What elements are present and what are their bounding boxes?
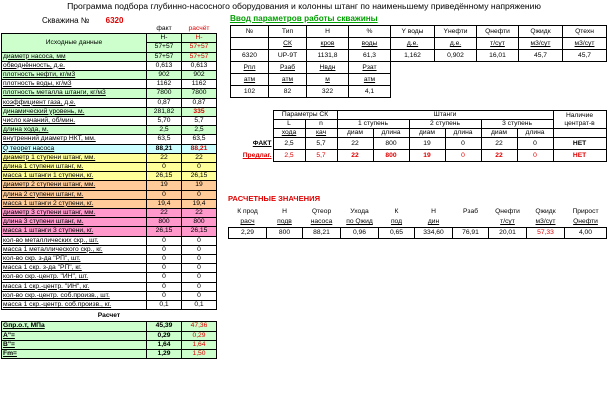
input-header-cell: % — [349, 26, 391, 38]
source-row-fact[interactable]: 0 — [147, 163, 182, 172]
source-row-calc[interactable]: 800 — [182, 218, 217, 227]
results-header-cell: Рзаб — [462, 208, 479, 215]
results-value-cell: 76,91 — [453, 228, 489, 239]
results-subheader-cell: т/сут — [500, 218, 515, 225]
calc-row-fact: 1,29 — [147, 349, 182, 358]
input-value-row — [231, 50, 607, 62]
input-subheader-cell: м3/сут — [563, 38, 607, 50]
source-row-fact[interactable]: 902 — [147, 71, 182, 80]
source-row-label: масса 1 штанги 3 ступени, кг. — [2, 227, 147, 236]
results-subheader-row — [229, 217, 607, 228]
source-row-label: длина 1 ступени штанг, м. — [2, 163, 147, 172]
source-row-fact[interactable]: 26,15 — [147, 227, 182, 236]
source-row — [2, 291, 217, 300]
sk-row-label: ФАКТ — [252, 140, 272, 147]
source-row-calc[interactable]: 0,613 — [182, 61, 217, 70]
input-value-cell[interactable]: 45,7 — [563, 50, 607, 62]
source-row-fact[interactable]: 2,5 — [147, 126, 182, 135]
source-row-fact[interactable]: 88,21 — [147, 144, 182, 153]
calc-row-label: A"= — [2, 331, 147, 340]
results-subheader-cell: по Qжид — [346, 218, 373, 225]
input-subheader-cell: м3/сут — [519, 38, 563, 50]
source-row-fact[interactable]: 0 — [147, 291, 182, 300]
input-header-cell: Qнефти — [477, 26, 519, 38]
source-row — [2, 255, 217, 264]
source-row-fact[interactable]: 19 — [147, 181, 182, 190]
source-row — [2, 236, 217, 245]
input-subheader2-row — [231, 74, 607, 86]
source-row-fact[interactable]: 19,4 — [147, 199, 182, 208]
input-header-cell: № — [231, 26, 269, 38]
calc-row-label: Gпр.о.т, МПа — [2, 322, 147, 331]
source-row — [2, 144, 217, 153]
input-subheader-cell: кров — [307, 38, 349, 50]
sk-row-cell[interactable]: 22 — [481, 150, 517, 162]
results-subheader-cell: расч — [240, 218, 255, 225]
header-calc-pump2: 57+57 — [182, 43, 217, 52]
source-row-calc[interactable]: 0 — [182, 236, 217, 245]
source-row-fact[interactable]: 0,613 — [147, 61, 182, 70]
stage1-header: 1 ступень — [337, 120, 409, 129]
source-row — [2, 107, 217, 116]
source-row-fact[interactable]: 0 — [147, 255, 182, 264]
sk-row-cell[interactable]: 19 — [409, 150, 445, 162]
source-row-calc[interactable]: 0 — [182, 255, 217, 264]
input-value-cell[interactable]: 6320 — [231, 50, 269, 62]
input-value-cell[interactable]: 45,7 — [519, 50, 563, 62]
input-header-cell: Тип — [269, 26, 307, 38]
col-fact-label: факт — [156, 25, 172, 32]
sk-row-label: Предлаг. — [242, 152, 272, 159]
stage1-diam: диам — [337, 129, 373, 138]
source-row-calc[interactable]: 0 — [182, 291, 217, 300]
source-row-label: масса 1 скр.-центр. соб.произв., кг. — [2, 301, 147, 310]
sk-row — [228, 138, 606, 150]
results-header-cell: Н — [431, 208, 436, 215]
source-row — [2, 227, 217, 236]
source-row-fact[interactable]: 0,87 — [147, 98, 182, 107]
calc-row — [2, 322, 217, 331]
input-header-cell: Y воды — [391, 26, 435, 38]
source-row — [2, 190, 217, 199]
source-row-calc[interactable]: 0 — [182, 245, 217, 254]
source-row — [2, 199, 217, 208]
results-value-cell: 0,96 — [341, 228, 379, 239]
input-value-cell[interactable]: 0,902 — [435, 50, 477, 62]
source-row-calc[interactable]: 19 — [182, 181, 217, 190]
source-row — [2, 80, 217, 89]
sk-row-cell[interactable]: 0 — [517, 150, 553, 162]
source-row-fact[interactable]: 5,70 — [147, 117, 182, 126]
source-row-label: число качаний, об/мин. — [2, 117, 147, 126]
source-row-calc[interactable]: 0 — [182, 273, 217, 282]
sk-row-cell[interactable]: 800 — [373, 150, 409, 162]
source-row-calc[interactable]: 0 — [182, 264, 217, 273]
results-header-cell: К прод — [237, 208, 258, 215]
sk-row-cell[interactable]: 2,5 — [273, 150, 305, 162]
calc-row-fact: 0,29 — [147, 331, 182, 340]
results-value-cell: 57,33 — [527, 228, 565, 239]
source-row — [2, 71, 217, 80]
source-row-calc[interactable]: 7800 — [182, 89, 217, 98]
col-L: L — [273, 120, 305, 129]
source-row-fact[interactable]: 0 — [147, 236, 182, 245]
calc-row-calc: 47,36 — [182, 322, 217, 331]
source-row-label: длина 3 ступени штанг, м. — [2, 218, 147, 227]
source-row — [2, 282, 217, 291]
input-subheader-cell: т/сут — [477, 38, 519, 50]
input-header2-cell: Рзат — [349, 62, 391, 74]
source-row-label: кол-во металлических скр., шт. — [2, 236, 147, 245]
sk-row — [228, 150, 606, 162]
input-subheader2-cell: атм — [231, 74, 269, 86]
sk-row-cell[interactable]: 800 — [373, 138, 409, 150]
source-row-fact[interactable]: 281,82 — [147, 107, 182, 116]
source-row-fact[interactable]: 0 — [147, 282, 182, 291]
input-header2-cell: Рпл — [231, 62, 269, 74]
source-row — [2, 172, 217, 181]
input-value2-cell[interactable]: 102 — [231, 86, 269, 98]
input-header-row — [231, 26, 607, 38]
source-row-label: масса 1 штанги 2 ступени, кг. — [2, 199, 147, 208]
input-subheader-cell: д.е. — [391, 38, 435, 50]
source-row-fact[interactable]: 0 — [147, 264, 182, 273]
source-row — [2, 126, 217, 135]
source-row-fact[interactable]: 0,1 — [147, 301, 182, 310]
source-row-calc[interactable]: 88,21 — [182, 144, 217, 153]
results-subheader-cell: Qнефти — [573, 218, 598, 225]
source-row-fact[interactable]: 0 — [147, 190, 182, 199]
input-value-cell[interactable]: UP-9T — [269, 50, 307, 62]
header-fact-pump: Н- — [147, 34, 182, 43]
source-row-label: обводнённость, д.е. — [2, 61, 147, 70]
calc-row-fact: 45,39 — [147, 322, 182, 331]
source-row-label: коэффициент газа, д.е. — [2, 98, 147, 107]
source-row-label: диаметр 3 ступени штанг, мм. — [2, 209, 147, 218]
source-row-calc[interactable]: 5,7 — [182, 117, 217, 126]
source-row-label: масса 1 штанги 1 ступени, кг. — [2, 172, 147, 181]
sk-row-cell[interactable]: 5,7 — [305, 150, 337, 162]
calc-row-calc: 1,64 — [182, 340, 217, 349]
results-subheader-cell: насоса — [310, 218, 333, 225]
sk-row-cell[interactable]: 0 — [517, 138, 553, 150]
source-row-fact[interactable]: 1162 — [147, 80, 182, 89]
source-row-label: диаметр 1 ступени штанг, мм. — [2, 153, 147, 162]
source-row-label: Q теорет насоса — [2, 144, 147, 153]
source-row-calc[interactable]: 22 — [182, 209, 217, 218]
source-row — [2, 153, 217, 162]
well-number[interactable]: 6320 — [105, 16, 124, 25]
source-row-calc[interactable]: 2,5 — [182, 126, 217, 135]
input-subheader-cell: СК — [269, 38, 307, 50]
header-fact-pump2: 57+57 — [147, 43, 182, 52]
source-row — [2, 273, 217, 282]
col-n2: кач — [305, 129, 337, 138]
raschet-label: Расчет — [97, 312, 121, 320]
results-header-cell: Qтеор — [311, 208, 332, 215]
sk-row-cell[interactable]: 19 — [409, 138, 445, 150]
input-header2-cell: Нвдн — [307, 62, 349, 74]
results-value-cell: 4,00 — [565, 228, 607, 239]
source-row-fact[interactable]: 26,15 — [147, 172, 182, 181]
source-row — [2, 264, 217, 273]
sk-row-cell[interactable]: 0 — [445, 138, 481, 150]
source-row — [2, 181, 217, 190]
source-row-label: диаметр насоса, мм — [2, 52, 147, 61]
stage3-len: длина — [517, 129, 553, 138]
source-row-calc[interactable]: 0,1 — [182, 301, 217, 310]
sk-row-cell[interactable]: 5,7 — [305, 138, 337, 150]
source-row-label: масса 1 металлического скр., кг. — [2, 245, 147, 254]
input-subheader-cell: д.е. — [435, 38, 477, 50]
source-row-label: кол-во скр.-центр. "ИН", шт. — [2, 273, 147, 282]
source-row-fact[interactable]: 63,5 — [147, 135, 182, 144]
source-row-label: длина хода, м. — [2, 126, 147, 135]
source-row-label: длина 2 ступени штанг, м. — [2, 190, 147, 199]
results-value-cell: 88,21 — [303, 228, 341, 239]
source-row-calc[interactable]: 57+57 — [182, 52, 217, 61]
sk-rods-table — [228, 110, 607, 162]
source-row — [2, 117, 217, 126]
input-value2-row — [231, 86, 607, 98]
input-header2-row — [231, 62, 607, 74]
sk-row-cell[interactable]: НЕТ — [553, 138, 606, 150]
source-row-label: динамический уровень, м. — [2, 107, 147, 116]
raschet-row — [2, 310, 217, 322]
stage3-header: 3 ступень — [481, 120, 553, 129]
source-row-calc[interactable]: 0 — [182, 163, 217, 172]
results-subheader-cell — [453, 217, 489, 228]
results-value-cell: 0,65 — [379, 228, 415, 239]
source-row-calc[interactable]: 902 — [182, 71, 217, 80]
results-value-row — [229, 228, 607, 239]
stage2-diam: диам — [409, 129, 445, 138]
calc-row-label: B"= — [2, 340, 147, 349]
source-row-fact[interactable]: 22 — [147, 153, 182, 162]
col-L2: хода — [273, 129, 305, 138]
input-header-cell: Qтехн — [563, 26, 607, 38]
input-subheader2-cell: атм — [349, 74, 391, 86]
source-row-calc[interactable]: 26,15 — [182, 172, 217, 181]
calc-row-calc: 0,29 — [182, 331, 217, 340]
source-row-calc[interactable]: 26,15 — [182, 227, 217, 236]
input-header-cell: Н — [307, 26, 349, 38]
input-value-cell[interactable]: 1,162 — [391, 50, 435, 62]
col-calc-label: расчёт — [188, 25, 210, 32]
results-header-cell: Ухода — [350, 208, 369, 215]
source-row-fact[interactable]: 7800 — [147, 89, 182, 98]
stage3-diam: диам — [481, 129, 517, 138]
source-row-calc[interactable]: 0 — [182, 190, 217, 199]
input-subheader-row — [231, 38, 607, 50]
input-value-cell[interactable]: 1131,8 — [307, 50, 349, 62]
stage2-header: 2 ступень — [409, 120, 481, 129]
source-row — [2, 301, 217, 310]
centralizer-header — [553, 111, 606, 129]
source-row — [2, 135, 217, 144]
source-row — [2, 61, 217, 70]
source-row-fact[interactable]: 0 — [147, 273, 182, 282]
sk-row-cell[interactable]: 22 — [337, 138, 373, 150]
calc-row — [2, 340, 217, 349]
source-row-calc[interactable]: 22 — [182, 153, 217, 162]
centralizer-header-text: Наличие центрат-в — [564, 111, 595, 127]
sk-row-cell[interactable]: 2,5 — [273, 138, 305, 150]
input-value-cell[interactable]: 16,01 — [477, 50, 519, 62]
results-value-cell: 20,01 — [489, 228, 527, 239]
results-table — [228, 207, 607, 239]
source-data-table — [1, 25, 217, 359]
results-value-cell: 334,60 — [415, 228, 453, 239]
source-row-calc[interactable]: 0 — [182, 282, 217, 291]
source-row-label: масса 1 скр. з-да "РП", кг. — [2, 264, 147, 273]
source-row-label: масса 1 скр.-центр. "ИН", кг. — [2, 282, 147, 291]
results-header-cell: Прирост — [572, 208, 599, 215]
input-value2-cell[interactable]: 82 — [269, 86, 307, 98]
results-header-row — [229, 207, 607, 217]
source-row — [2, 98, 217, 107]
source-row-label: плотность нефти, кг/м3 — [2, 71, 147, 80]
input-section-header: Ввод параметров работы скважины — [230, 14, 378, 23]
source-row-label: плотность воды, кг/м3 — [2, 80, 147, 89]
results-value-cell: 800 — [267, 228, 303, 239]
results-header-cell: Qнефти — [495, 208, 520, 215]
source-row — [2, 209, 217, 218]
well-label — [42, 16, 123, 25]
source-row-fact[interactable]: 22 — [147, 209, 182, 218]
source-data-header: Исходные данные — [2, 34, 147, 52]
rods-header: Штанги — [337, 111, 553, 120]
input-header-cell: Qжидк — [519, 26, 563, 38]
source-row-label: внутренний диаметр НКТ, мм. — [2, 135, 147, 144]
stage2-len: длина — [445, 129, 481, 138]
source-row — [2, 245, 217, 254]
source-row-label: плотность металла штанги, кг/м3 — [2, 89, 147, 98]
calc-row-calc: 1,50 — [182, 349, 217, 358]
results-subheader-cell: м3/сут — [535, 218, 556, 225]
input-subheader-cell: воды — [349, 38, 391, 50]
input-value-cell[interactable]: 61,3 — [349, 50, 391, 62]
sk-row-cell[interactable]: 0 — [445, 150, 481, 162]
calc-row-fact: 1,64 — [147, 340, 182, 349]
sk-row-cell[interactable]: 22 — [481, 138, 517, 150]
results-subheader-cell: подв — [277, 218, 292, 225]
source-row-label: кол-во скр.-центр. соб.произв., шт. — [2, 291, 147, 300]
source-row-fact[interactable]: 800 — [147, 218, 182, 227]
page-title: Программа подбора глубинно-насосного оборудования и колонны штанг по наименьшему приведённому напряжению — [67, 1, 541, 11]
input-header-cell: Yнефти — [435, 26, 477, 38]
input-subheader-cell — [231, 38, 269, 50]
source-row — [2, 163, 217, 172]
header-calc-pump: Н- — [182, 34, 217, 43]
sk-row-cell[interactable]: 22 — [337, 150, 373, 162]
source-row-calc[interactable]: 1162 — [182, 80, 217, 89]
source-row-calc[interactable]: 19,4 — [182, 199, 217, 208]
calc-row — [2, 349, 217, 358]
stage1-len: длина — [373, 129, 409, 138]
source-row — [2, 218, 217, 227]
source-row-calc[interactable]: 63,5 — [182, 135, 217, 144]
results-subheader-cell: дин — [427, 218, 440, 225]
source-row-label: кол-во скр. з-да "РП", шт. — [2, 255, 147, 264]
source-row-fact[interactable]: 0 — [147, 245, 182, 254]
source-row-calc[interactable]: 0,87 — [182, 98, 217, 107]
results-header-cell: Qжидк — [535, 208, 556, 215]
results-value-cell: 2,29 — [229, 228, 267, 239]
sk-row-cell[interactable]: НЕТ — [553, 150, 606, 162]
results-header-cell: Н — [282, 208, 287, 215]
source-row-fact[interactable]: 57+57 — [147, 52, 182, 61]
input-value2-cell[interactable]: 4,1 — [349, 86, 391, 98]
col-n: n — [305, 120, 337, 129]
calc-row-label: Fm= — [2, 349, 147, 358]
source-row-label: диаметр 2 ступени штанг, мм. — [2, 181, 147, 190]
source-row — [2, 52, 217, 61]
input-value2-cell[interactable]: 322 — [307, 86, 349, 98]
well-label-text: Скважина № — [42, 16, 90, 25]
source-row — [2, 89, 217, 98]
input-subheader2-cell: м — [307, 74, 349, 86]
results-subheader-cell: под — [390, 218, 403, 225]
calc-row — [2, 331, 217, 340]
results-header: РАСЧЕТНЫЕ ЗНАЧЕНИЯ — [228, 194, 321, 203]
well-input-table — [230, 25, 607, 98]
source-row-calc[interactable]: 335 — [182, 107, 217, 116]
input-header2-cell: Рзаб — [269, 62, 307, 74]
sk-params-header: Параметры СК — [273, 111, 337, 120]
results-header-cell: К — [394, 208, 399, 215]
input-subheader2-cell: атм — [269, 74, 307, 86]
